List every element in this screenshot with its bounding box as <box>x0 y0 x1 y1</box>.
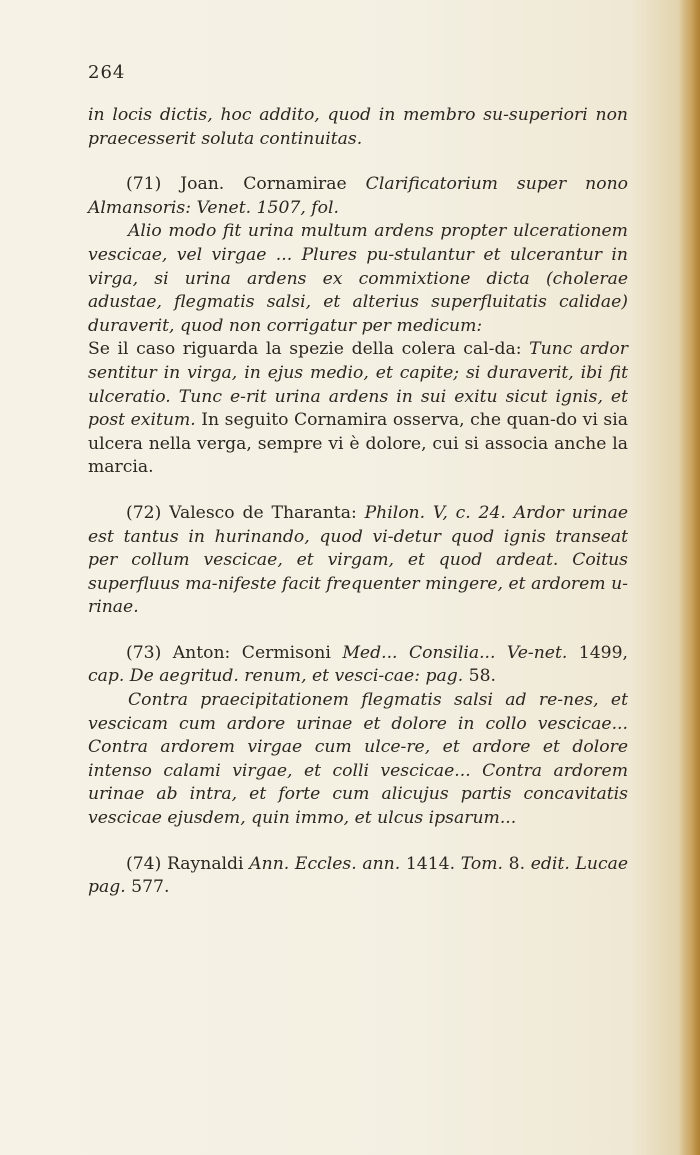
footnote-paragraph <box>88 642 628 689</box>
italic-text: Tom. <box>460 853 503 874</box>
italic-text: edit. Lucae pag. <box>88 853 628 898</box>
paragraph-gap <box>88 620 628 642</box>
italic-text: Med... Consilia... Ve-net. <box>342 642 568 663</box>
text-paragraph <box>88 220 628 338</box>
paragraph-gap <box>88 831 628 853</box>
roman-text: (73) Anton: Cermisoni <box>126 642 343 663</box>
paragraph-text: Contra praecipitationem flegmatis salsi ad re-nes, et vescicam cum ardore urinae et dolore in collo vescicae... Contra ardorem virgae cum ulce-re, et ardore et dolore intenso calami virgae, et colli vescicae... Contra ardorem urinae ab intra, et forte cum alicujus partis concavitatis vescicae ejusdem, quin immo, et ulcus ipsarum... <box>88 690 628 829</box>
roman-text: 1499, <box>567 642 629 663</box>
footnote-number: (71) <box>126 174 181 195</box>
italic-text: Philon. V, c. 24. Ardor urinae est tantus in hurinando, quod vi-detur quod ignis transeat per collum vescicae, et virgam, et quod ardeat. Coitus superfluus ma-nifeste facit frequenter mingere, et ardorem u-rinae. <box>88 502 628 618</box>
footnote-rest-italic: Clarificatorium super nono Almansoris: Venet. <box>88 174 628 218</box>
italic-text: Ann. Eccles. ann. <box>249 853 401 874</box>
footnote-paragraph <box>88 173 628 220</box>
page-edge-shading <box>678 0 700 1155</box>
italic-text: Tunc ardor sentitur in virga, in ejus medio, et capite; si duraverit, ibi fit ulceratio. Tunc e-rit urina ardens in sui exitu sicut ignis, et post exitum. <box>88 339 628 431</box>
roman-text: In seguito Cornamira osserva, che quan-do vi sia ulcera nella verga, sempre vi è dolore, cui si associa anche la marcia. <box>88 410 628 478</box>
roman-text: (72) Valesco de Tharanta: <box>126 502 365 523</box>
paragraph-text: in locis dictis, hoc addito, quod in membro su-superiori non praecesserit soluta continuitas. <box>88 105 628 149</box>
text-paragraph <box>88 338 628 480</box>
footnote-head: Joan. Cornamirae <box>180 174 366 195</box>
roman-text: (74) Raynaldi <box>126 853 250 874</box>
footnote-paragraph <box>88 853 628 900</box>
roman-text: 58. <box>463 666 497 687</box>
text-paragraph <box>88 689 628 831</box>
footnote-tail: 1507, fol. <box>251 197 339 218</box>
page-text-column <box>88 104 628 900</box>
roman-text: Se il caso riguarda la spezie della colera cal-da: <box>88 339 530 360</box>
text-paragraph <box>88 104 628 151</box>
paragraph-gap <box>88 151 628 173</box>
footnote-paragraph <box>88 502 628 620</box>
paragraph-text: Alio modo fit urina multum ardens propter ulcerationem vescicae, vel virgae ... Plures pu-stulantur et ulcerantur in virga, si urina ardens ex commixtione dicta (cholerae adustae, flegmatis salsi, et alterius superfluitatis calidae) duraverit, quod non corrigatur per medicum: <box>88 221 628 336</box>
roman-text: 8. <box>503 853 531 874</box>
page-number: 264 <box>88 62 126 83</box>
roman-text: 1414. <box>400 853 461 874</box>
italic-text: cap. De aegritud. renum, et vesci-cae: pag. <box>88 666 464 687</box>
paragraph-gap <box>88 480 628 502</box>
roman-text: 577. <box>125 877 170 898</box>
